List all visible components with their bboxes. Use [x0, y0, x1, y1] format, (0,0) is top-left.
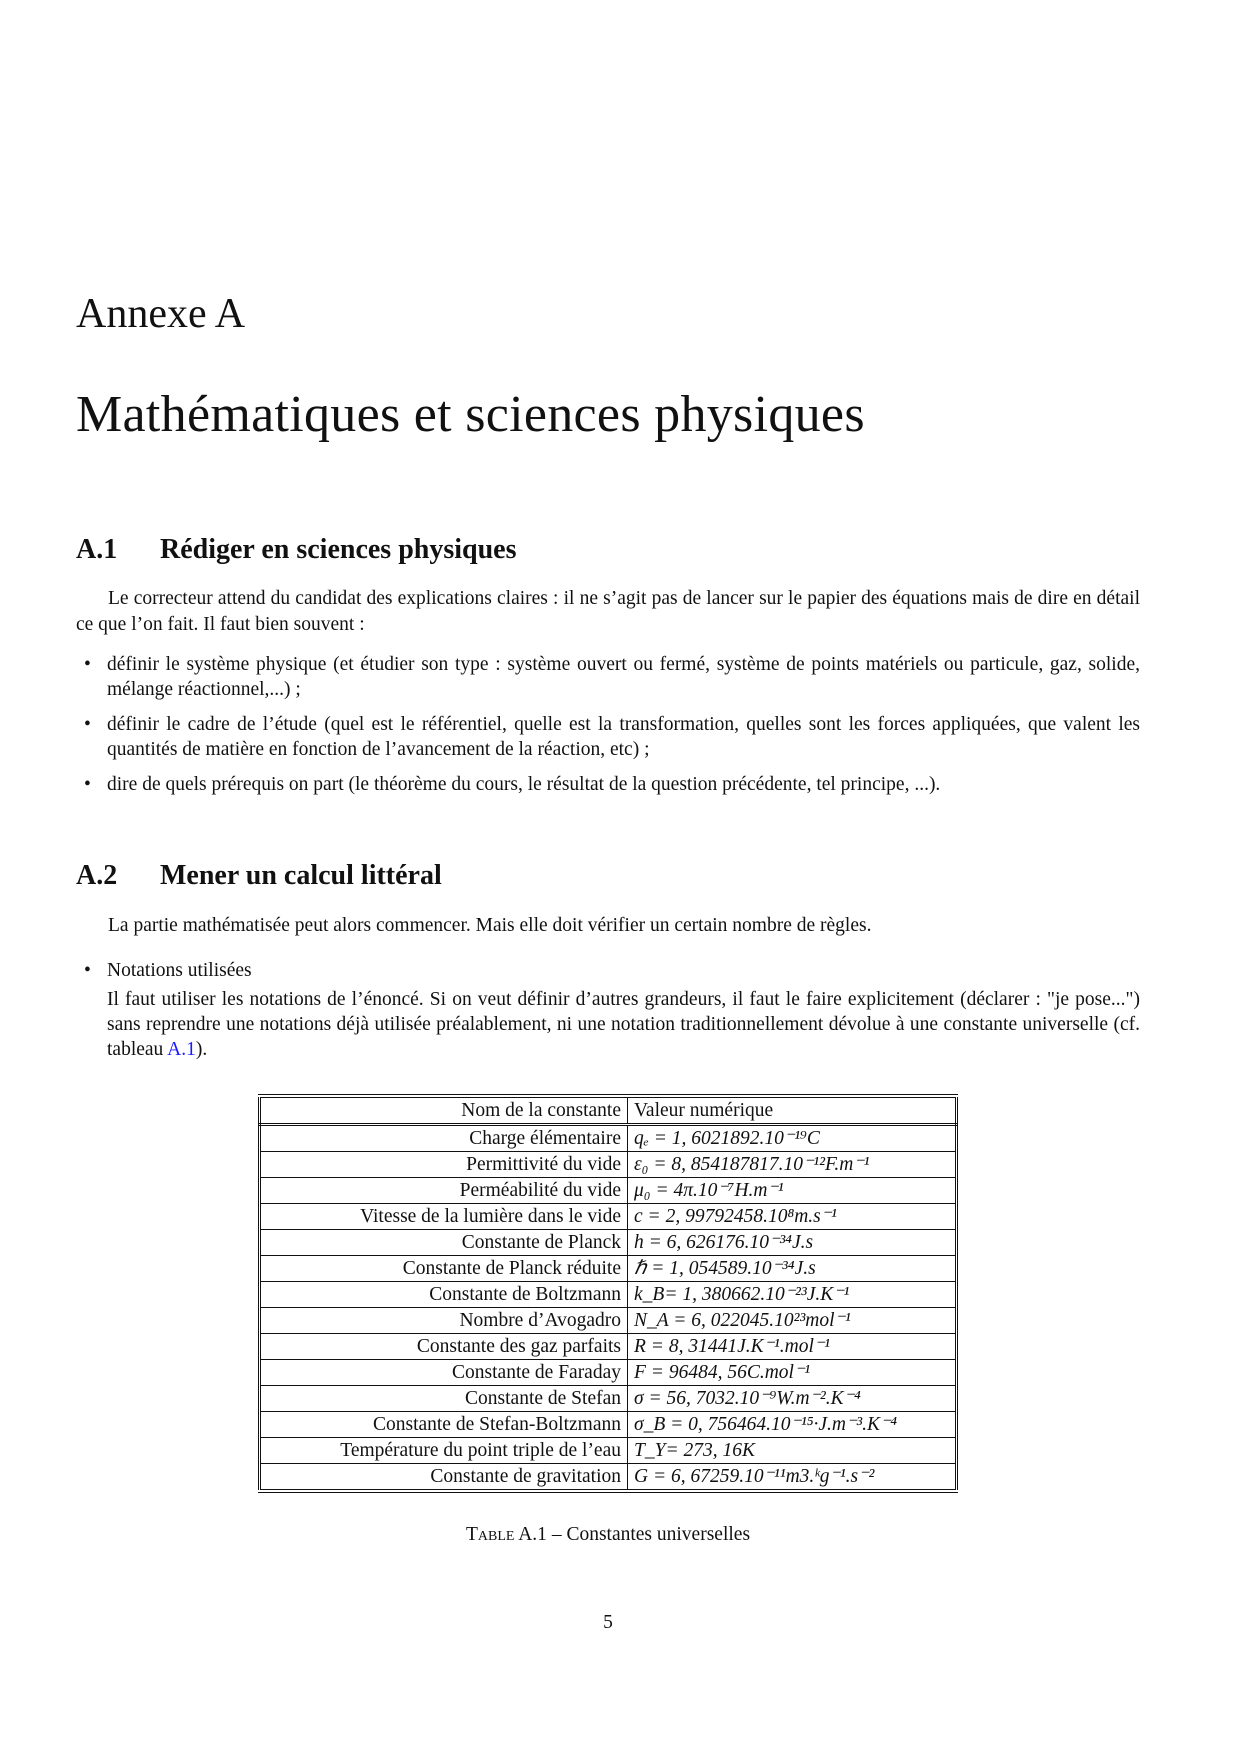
table-row: Constante de Planck réduite ℏ = 1, 054589.10⁻³⁴J.s: [260, 1256, 957, 1282]
caption-label: Table A.1: [465, 1524, 547, 1545]
table-row: Constante de Stefan σ = 56, 7032.10⁻⁹W.m⁻².K⁻⁴: [260, 1386, 957, 1412]
notations-title: Notations utilisées: [107, 960, 252, 981]
section1-bullet-list: [76, 652, 1140, 807]
column-header-name: Nom de la constante: [260, 1098, 628, 1125]
section1-intro: Le correcteur attend du candidat des explications claires : il ne s’agit pas de lancer sur le papier des équations mais de dire en détail ce que l’on fait. Il faut bien souvent :: [76, 588, 1140, 635]
table-row: Constante de Planck h = 6, 626176.10⁻³⁴J.s: [260, 1230, 957, 1256]
table-row: Perméabilité du vide μ₀ = 4π.10⁻⁷H.m⁻¹: [260, 1178, 957, 1204]
bullet-icon: •: [84, 654, 91, 675]
bullet-icon: •: [84, 714, 91, 735]
list-item: • définir le système physique (et étudier son type : système ouvert ou fermé, système de points matériels ou particule, gaz, solide, mélange réactionnel,...) ;: [84, 654, 1140, 700]
table-reference-link[interactable]: A.1: [167, 1039, 196, 1060]
constants-table: [258, 1097, 958, 1490]
section-heading-a1: [76, 534, 517, 566]
bullet-icon: •: [84, 960, 91, 981]
page-number: 5: [603, 1612, 613, 1633]
table-row: Constante de gravitation G = 6, 67259.10⁻¹¹m3.ᵏg⁻¹.s⁻²: [260, 1464, 957, 1490]
caption-text: – Constantes universelles: [546, 1524, 751, 1545]
table-row: Constante des gaz parfaits R = 8, 31441J.K⁻¹.mol⁻¹: [260, 1334, 957, 1360]
section-heading-a2: [76, 860, 442, 892]
document-page: [76, 0, 1146, 1754]
constants-table-wrapper: [258, 1094, 958, 1493]
chapter-label: Annexe A: [76, 291, 246, 337]
table-row: Charge élémentaire qₑ = 1, 6021892.10⁻¹⁹C: [260, 1125, 957, 1152]
section-title: Rédiger en sciences physiques: [160, 534, 517, 565]
section-title: Mener un calcul littéral: [160, 860, 442, 891]
table-row: Nombre d’Avogadro N_A = 6, 022045.10²³mol⁻¹: [260, 1308, 957, 1334]
section-number: A.2: [76, 860, 118, 891]
table-header-row: [260, 1098, 957, 1125]
notations-item: [84, 958, 1140, 1062]
table-row: Permittivité du vide ε₀ = 8, 854187817.10⁻¹²F.m⁻¹: [260, 1152, 957, 1178]
table-row: Constante de Stefan-Boltzmann σ_B = 0, 756464.10⁻¹⁵·J.m⁻³.K⁻⁴: [260, 1412, 957, 1438]
bullet-icon: •: [84, 774, 91, 795]
section2-intro: La partie mathématisée peut alors commencer. Mais elle doit vérifier un certain nombre de règles.: [108, 915, 872, 936]
notations-text: Il faut utiliser les notations de l’énoncé. Si on veut définir d’autres grandeurs, il faut le faire explicitement (déclarer : "je pose...") sans reprendre une notations déjà utilisée préalablement, ni une notation traditionnellement dévolue à une constante universelle (cf. tableau A.1).: [107, 989, 1140, 1060]
table-row: Vitesse de la lumière dans le vide c = 2, 99792458.10⁸m.s⁻¹: [260, 1204, 957, 1230]
section-number: A.1: [76, 534, 118, 565]
table-row: Constante de Faraday F = 96484, 56C.mol⁻¹: [260, 1360, 957, 1386]
table-caption: [76, 1524, 1140, 1546]
chapter-title: Mathématiques et sciences physiques: [76, 386, 865, 443]
list-item: • dire de quels prérequis on part (le théorème du cours, le résultat de la question précédente, tel principe, ...).: [84, 774, 941, 795]
table-row: Constante de Boltzmann k_B= 1, 380662.10⁻²³J.K⁻¹: [260, 1282, 957, 1308]
list-item: • définir le cadre de l’étude (quel est le référentiel, quelle est la transformation, quelles sont les forces appliquées, que valent les quantités de matière en fonction de l’avancement de la réaction, etc) ;: [84, 714, 1140, 760]
column-header-value: Valeur numérique: [628, 1098, 957, 1125]
table-row: Température du point triple de l’eau T_Y= 273, 16K: [260, 1438, 957, 1464]
